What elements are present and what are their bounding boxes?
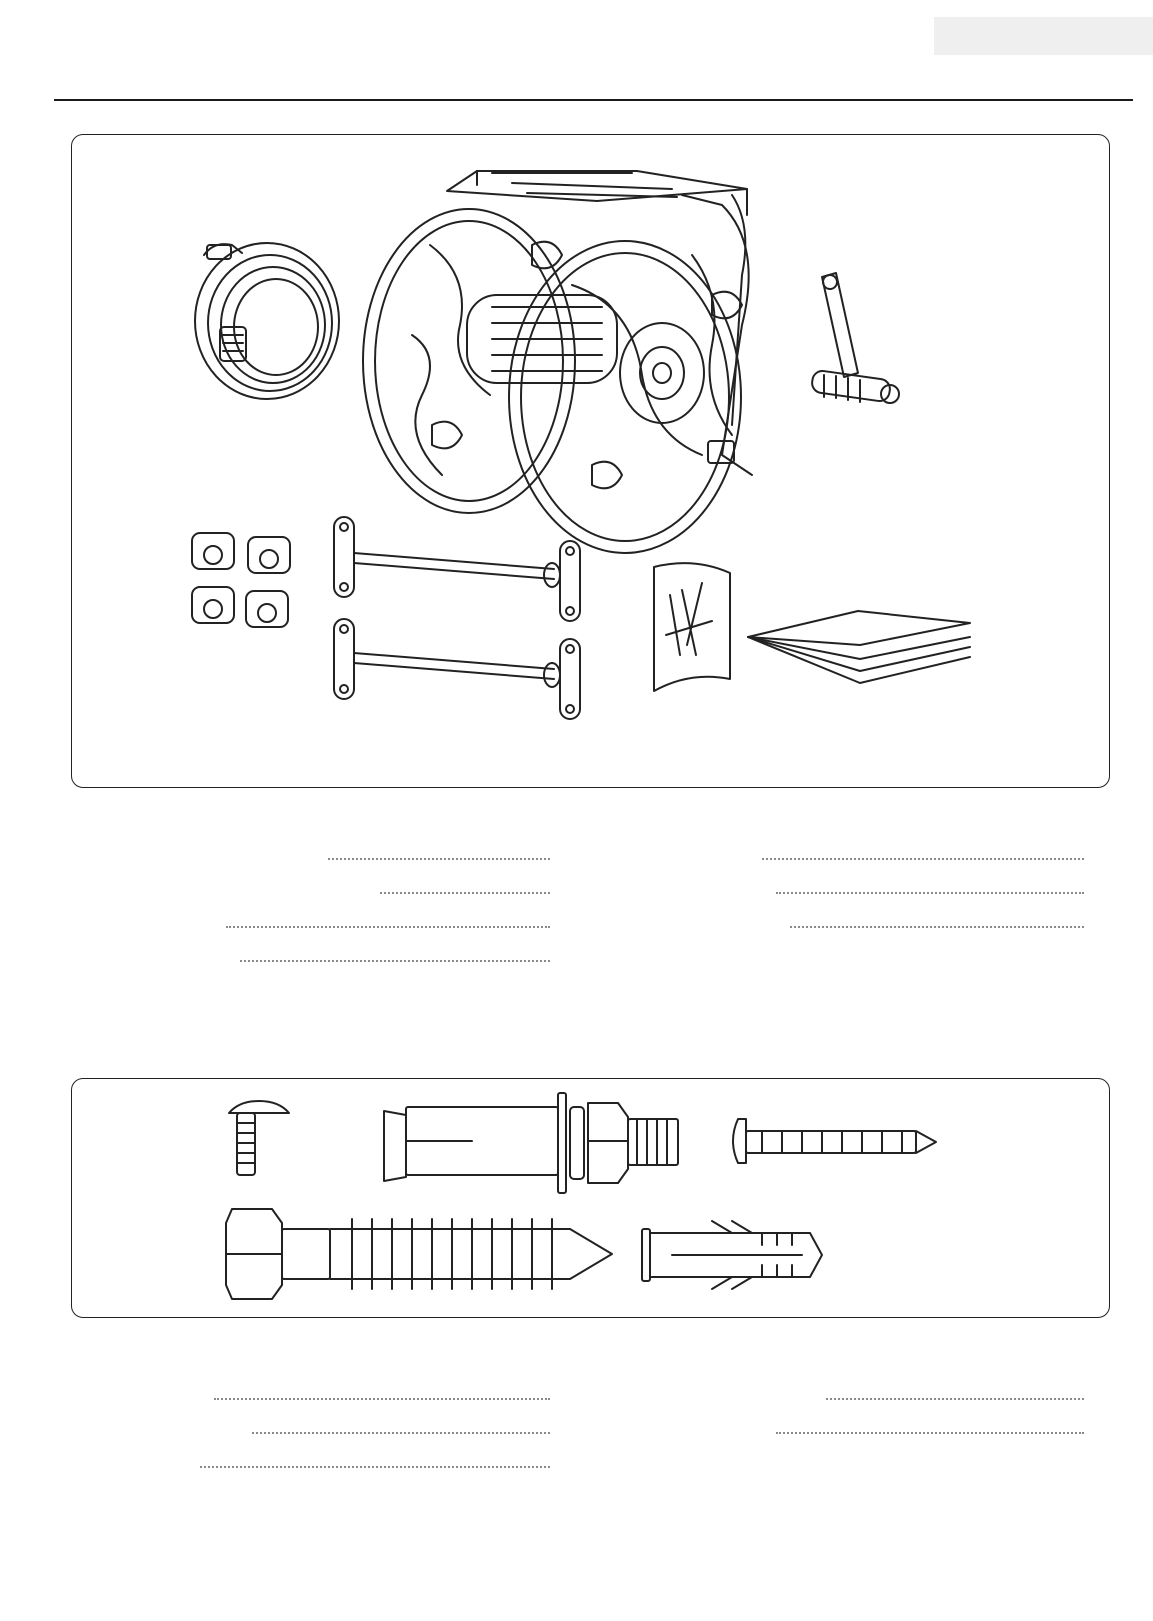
crank-handle-illustration (811, 273, 899, 403)
hardware-bag-illustration (654, 563, 730, 691)
plastic-wall-anchor-illustration (642, 1221, 822, 1289)
leader-line (776, 1432, 1084, 1434)
machine-screw-illustration (733, 1119, 936, 1163)
hose-illustration (195, 243, 339, 399)
leader-line (762, 858, 1084, 860)
leader-line (826, 1398, 1084, 1400)
parts-panel (71, 134, 1110, 788)
hardware-panel (71, 1078, 1110, 1318)
header-tab (934, 17, 1153, 55)
wall-brackets-illustration (334, 517, 580, 719)
hose-clips-illustration (192, 533, 290, 627)
leader-line (328, 858, 550, 860)
leader-line (380, 892, 550, 894)
carriage-bolt-illustration (229, 1101, 289, 1175)
instruction-sheets-illustration (748, 611, 970, 683)
leader-line (240, 960, 550, 962)
leader-line (252, 1432, 550, 1434)
leader-line (214, 1398, 550, 1400)
leader-line (200, 1466, 550, 1468)
expansion-anchor-bolt-illustration (384, 1093, 678, 1193)
leader-line (776, 892, 1084, 894)
header-divider (54, 99, 1133, 101)
leader-line (226, 926, 550, 928)
leader-line (790, 926, 1084, 928)
lag-screw-illustration (226, 1209, 612, 1299)
hose-reel-illustration (363, 171, 752, 553)
